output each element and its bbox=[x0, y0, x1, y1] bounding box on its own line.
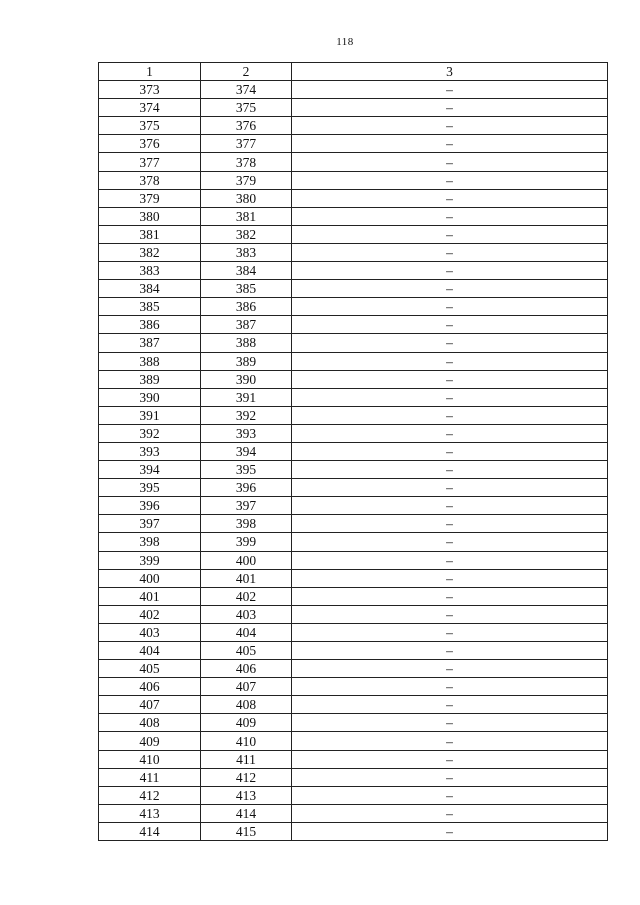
table-cell-col-2: 415 bbox=[201, 822, 292, 840]
table-cell-col-1: 410 bbox=[99, 750, 201, 768]
table-cell-col-3: – bbox=[292, 714, 608, 732]
column-header-2: 2 bbox=[201, 63, 292, 81]
table-cell-col-3: – bbox=[292, 280, 608, 298]
table-row bbox=[99, 497, 608, 515]
table-cell-col-2: 392 bbox=[201, 406, 292, 424]
table-cell-col-2: 394 bbox=[201, 442, 292, 460]
table-row bbox=[99, 225, 608, 243]
table-cell-col-2: 412 bbox=[201, 768, 292, 786]
table-cell-col-2: 388 bbox=[201, 334, 292, 352]
table-cell-col-2: 407 bbox=[201, 678, 292, 696]
table-cell-col-1: 406 bbox=[99, 678, 201, 696]
table-cell-col-1: 380 bbox=[99, 207, 201, 225]
table-cell-col-2: 414 bbox=[201, 804, 292, 822]
table-cell-col-2: 400 bbox=[201, 551, 292, 569]
table-row bbox=[99, 605, 608, 623]
table-cell-col-2: 396 bbox=[201, 479, 292, 497]
table-cell-col-3: – bbox=[292, 370, 608, 388]
table-cell-col-1: 379 bbox=[99, 189, 201, 207]
table-row bbox=[99, 280, 608, 298]
table-cell-col-3: – bbox=[292, 822, 608, 840]
data-table bbox=[98, 62, 608, 841]
table-cell-col-1: 397 bbox=[99, 515, 201, 533]
table-cell-col-2: 389 bbox=[201, 352, 292, 370]
table-row bbox=[99, 515, 608, 533]
table-cell-col-3: – bbox=[292, 424, 608, 442]
table-cell-col-3: – bbox=[292, 316, 608, 334]
table-cell-col-3: – bbox=[292, 605, 608, 623]
table-cell-col-1: 392 bbox=[99, 424, 201, 442]
table-cell-col-1: 402 bbox=[99, 605, 201, 623]
table-cell-col-1: 386 bbox=[99, 316, 201, 334]
table-cell-col-2: 406 bbox=[201, 660, 292, 678]
table-cell-col-2: 381 bbox=[201, 207, 292, 225]
table-cell-col-3: – bbox=[292, 515, 608, 533]
table-cell-col-1: 398 bbox=[99, 533, 201, 551]
column-header-3: 3 bbox=[292, 63, 608, 81]
table-cell-col-1: 373 bbox=[99, 81, 201, 99]
table-cell-col-3: – bbox=[292, 207, 608, 225]
table-cell-col-3: – bbox=[292, 587, 608, 605]
table-cell-col-3: – bbox=[292, 117, 608, 135]
table-cell-col-2: 375 bbox=[201, 99, 292, 117]
table-cell-col-3: – bbox=[292, 479, 608, 497]
page-number: 118 bbox=[336, 36, 354, 48]
table-cell-col-1: 393 bbox=[99, 442, 201, 460]
table-cell-col-2: 403 bbox=[201, 605, 292, 623]
table-cell-col-1: 400 bbox=[99, 569, 201, 587]
table-cell-col-2: 405 bbox=[201, 642, 292, 660]
table-row bbox=[99, 243, 608, 261]
table-cell-col-2: 408 bbox=[201, 696, 292, 714]
table-cell-col-2: 401 bbox=[201, 569, 292, 587]
table-row bbox=[99, 262, 608, 280]
table-row bbox=[99, 479, 608, 497]
table-cell-col-2: 411 bbox=[201, 750, 292, 768]
table-cell-col-2: 390 bbox=[201, 370, 292, 388]
table-row bbox=[99, 207, 608, 225]
table-cell-col-2: 384 bbox=[201, 262, 292, 280]
table-row bbox=[99, 822, 608, 840]
table-row bbox=[99, 569, 608, 587]
table-cell-col-1: 388 bbox=[99, 352, 201, 370]
table-cell-col-2: 397 bbox=[201, 497, 292, 515]
table-cell-col-3: – bbox=[292, 189, 608, 207]
table-cell-col-3: – bbox=[292, 352, 608, 370]
table-row bbox=[99, 587, 608, 605]
table-row bbox=[99, 732, 608, 750]
table-row bbox=[99, 352, 608, 370]
table-row bbox=[99, 298, 608, 316]
table-cell-col-3: – bbox=[292, 171, 608, 189]
table-cell-col-3: – bbox=[292, 804, 608, 822]
table-cell-col-1: 394 bbox=[99, 461, 201, 479]
table-cell-col-1: 390 bbox=[99, 388, 201, 406]
table-cell-col-3: – bbox=[292, 732, 608, 750]
table-cell-col-2: 377 bbox=[201, 135, 292, 153]
table-cell-col-1: 407 bbox=[99, 696, 201, 714]
table-row bbox=[99, 81, 608, 99]
table-cell-col-2: 395 bbox=[201, 461, 292, 479]
table-cell-col-2: 385 bbox=[201, 280, 292, 298]
table-cell-col-1: 382 bbox=[99, 243, 201, 261]
table-row bbox=[99, 442, 608, 460]
table-cell-col-1: 378 bbox=[99, 171, 201, 189]
table-cell-col-2: 399 bbox=[201, 533, 292, 551]
table-cell-col-2: 402 bbox=[201, 587, 292, 605]
table-cell-col-1: 405 bbox=[99, 660, 201, 678]
table-cell-col-3: – bbox=[292, 642, 608, 660]
table-row bbox=[99, 135, 608, 153]
table-cell-col-1: 387 bbox=[99, 334, 201, 352]
table-cell-col-1: 389 bbox=[99, 370, 201, 388]
table-row bbox=[99, 316, 608, 334]
table-row bbox=[99, 660, 608, 678]
table-row bbox=[99, 334, 608, 352]
table-row bbox=[99, 99, 608, 117]
table-row bbox=[99, 750, 608, 768]
table-cell-col-3: – bbox=[292, 768, 608, 786]
table-cell-col-3: – bbox=[292, 786, 608, 804]
table-cell-col-1: 395 bbox=[99, 479, 201, 497]
table-cell-col-3: – bbox=[292, 569, 608, 587]
table-cell-col-3: – bbox=[292, 623, 608, 641]
table-cell-col-1: 403 bbox=[99, 623, 201, 641]
table-cell-col-3: – bbox=[292, 262, 608, 280]
table-row bbox=[99, 804, 608, 822]
table-row bbox=[99, 388, 608, 406]
table-cell-col-1: 377 bbox=[99, 153, 201, 171]
table-row bbox=[99, 189, 608, 207]
table-cell-col-3: – bbox=[292, 334, 608, 352]
table-body bbox=[99, 81, 608, 841]
table-cell-col-1: 383 bbox=[99, 262, 201, 280]
table-cell-col-1: 414 bbox=[99, 822, 201, 840]
table-cell-col-2: 404 bbox=[201, 623, 292, 641]
table-cell-col-2: 380 bbox=[201, 189, 292, 207]
table-cell-col-1: 375 bbox=[99, 117, 201, 135]
table-cell-col-1: 381 bbox=[99, 225, 201, 243]
table-cell-col-3: – bbox=[292, 99, 608, 117]
table-cell-col-3: – bbox=[292, 388, 608, 406]
table-cell-col-1: 396 bbox=[99, 497, 201, 515]
table-row bbox=[99, 642, 608, 660]
table-row bbox=[99, 406, 608, 424]
table-cell-col-3: – bbox=[292, 153, 608, 171]
table-cell-col-1: 413 bbox=[99, 804, 201, 822]
table-row bbox=[99, 696, 608, 714]
table-cell-col-1: 408 bbox=[99, 714, 201, 732]
table-row bbox=[99, 551, 608, 569]
table-cell-col-2: 409 bbox=[201, 714, 292, 732]
table-cell-col-1: 411 bbox=[99, 768, 201, 786]
table-row bbox=[99, 171, 608, 189]
table-cell-col-3: – bbox=[292, 551, 608, 569]
column-header-1: 1 bbox=[99, 63, 201, 81]
table-cell-col-1: 412 bbox=[99, 786, 201, 804]
table-cell-col-1: 391 bbox=[99, 406, 201, 424]
table-row bbox=[99, 768, 608, 786]
table-row bbox=[99, 370, 608, 388]
table-cell-col-3: – bbox=[292, 135, 608, 153]
table-cell-col-2: 393 bbox=[201, 424, 292, 442]
table-cell-col-1: 404 bbox=[99, 642, 201, 660]
table-cell-col-3: – bbox=[292, 406, 608, 424]
table-cell-col-1: 376 bbox=[99, 135, 201, 153]
table-row bbox=[99, 117, 608, 135]
table-row bbox=[99, 678, 608, 696]
table-cell-col-1: 385 bbox=[99, 298, 201, 316]
table-cell-col-1: 409 bbox=[99, 732, 201, 750]
table-cell-col-2: 374 bbox=[201, 81, 292, 99]
table-cell-col-2: 391 bbox=[201, 388, 292, 406]
table-cell-col-3: – bbox=[292, 442, 608, 460]
table-row bbox=[99, 714, 608, 732]
table-cell-col-2: 383 bbox=[201, 243, 292, 261]
table-cell-col-2: 382 bbox=[201, 225, 292, 243]
table-cell-col-3: – bbox=[292, 225, 608, 243]
table-cell-col-2: 386 bbox=[201, 298, 292, 316]
table-row bbox=[99, 424, 608, 442]
table-cell-col-3: – bbox=[292, 750, 608, 768]
table-cell-col-1: 401 bbox=[99, 587, 201, 605]
table-cell-col-3: – bbox=[292, 660, 608, 678]
table-cell-col-2: 410 bbox=[201, 732, 292, 750]
table-cell-col-2: 413 bbox=[201, 786, 292, 804]
table-cell-col-1: 384 bbox=[99, 280, 201, 298]
table-row bbox=[99, 461, 608, 479]
table-row bbox=[99, 533, 608, 551]
table-cell-col-1: 374 bbox=[99, 99, 201, 117]
table-cell-col-2: 387 bbox=[201, 316, 292, 334]
table-cell-col-3: – bbox=[292, 678, 608, 696]
table-cell-col-2: 378 bbox=[201, 153, 292, 171]
table-cell-col-3: – bbox=[292, 533, 608, 551]
table-cell-col-2: 379 bbox=[201, 171, 292, 189]
header-row bbox=[99, 63, 608, 81]
table-cell-col-2: 376 bbox=[201, 117, 292, 135]
table-cell-col-1: 399 bbox=[99, 551, 201, 569]
table-row bbox=[99, 786, 608, 804]
table-cell-col-3: – bbox=[292, 243, 608, 261]
table-cell-col-3: – bbox=[292, 298, 608, 316]
table-row bbox=[99, 623, 608, 641]
table-cell-col-2: 398 bbox=[201, 515, 292, 533]
table-cell-col-3: – bbox=[292, 461, 608, 479]
table-cell-col-3: – bbox=[292, 696, 608, 714]
table-cell-col-3: – bbox=[292, 81, 608, 99]
table-row bbox=[99, 153, 608, 171]
table-header bbox=[99, 63, 608, 81]
table-cell-col-3: – bbox=[292, 497, 608, 515]
